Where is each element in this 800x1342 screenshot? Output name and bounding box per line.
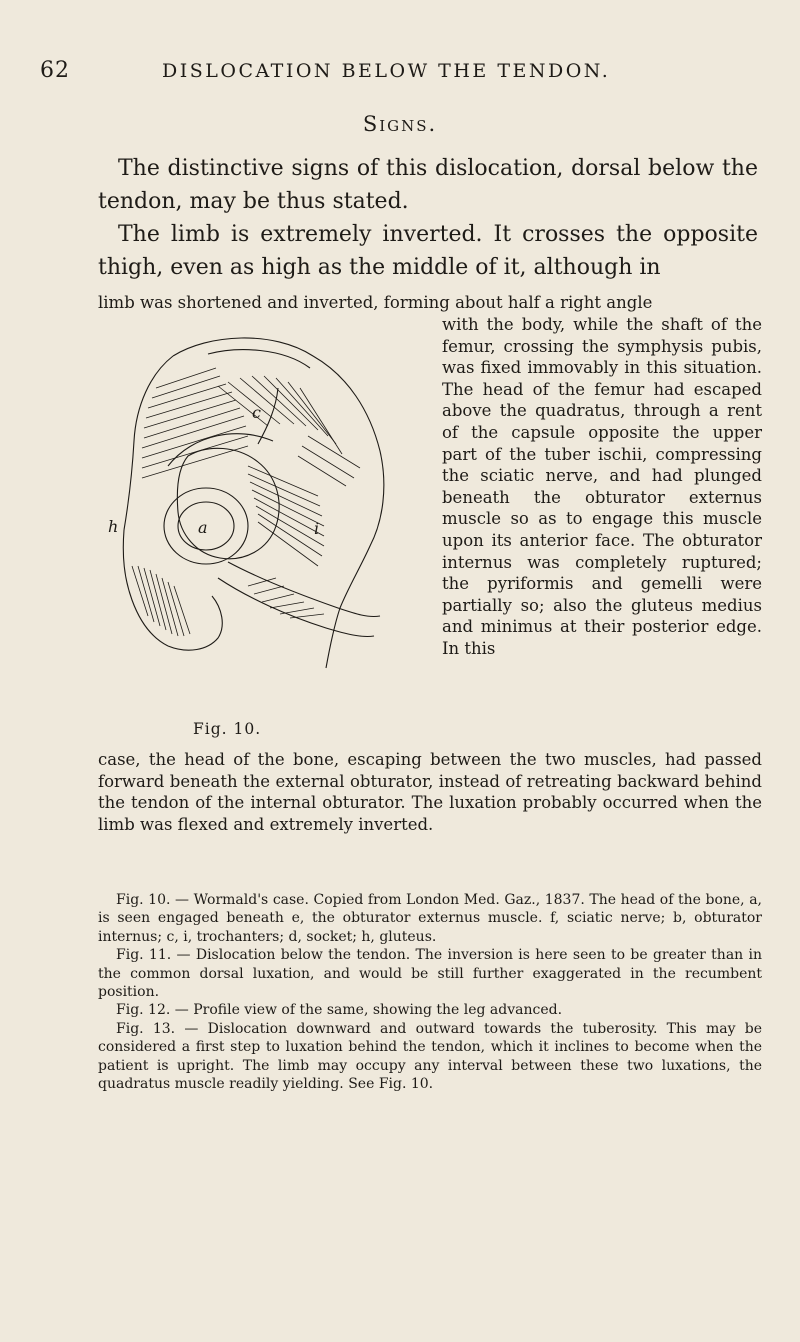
- paragraph-limb-inverted: The limb is extremely inverted. It crosses the opposite thigh, even as high as the middle of it, although in: [98, 222, 758, 280]
- figure-label-c: c: [252, 403, 261, 422]
- figure-label-a: a: [198, 518, 208, 537]
- page-number: 62: [40, 58, 70, 83]
- section-heading: Signs.: [362, 112, 438, 136]
- figure-10-illustration: [98, 316, 428, 746]
- case-text-bottom: case, the head of the bone, escaping between the two muscles, had passed forward beneath the external obturator, instead of retreating backward behind the tendon of the internal obturator. The luxation probably occurred when the limb was flexed and extremely inverted.: [98, 750, 762, 834]
- paragraph-intro: The distinctive signs of this dislocation, dorsal below the tendon, may be thus stated.: [98, 156, 758, 214]
- figure-label-i: i: [314, 519, 320, 538]
- note-fig-13: Fig. 13. — Dislocation downward and outward towards the tuberosity. This may be considered a first step to luxation behind the tendon, which it inclines to become when the patient is upright. The limb may occupy any interval between these two luxations, the quadratus muscle readily yielding. See Fig. 10.: [98, 1020, 762, 1093]
- note-fig-12: Fig. 12. — Profile view of the same, showing the leg advanced.: [116, 1002, 563, 1019]
- page-header: [40, 58, 775, 88]
- note-fig-11: Fig. 11. — Dislocation below the tendon. The inversion is here seen to be greater than in the common dorsal luxation, and would be still further exaggerated in the recumbent position.: [98, 947, 762, 1001]
- figure-caption: Fig. 10.: [193, 720, 262, 738]
- note-fig-10: Fig. 10. — Wormald's case. Copied from London Med. Gaz., 1837. The head of the bone, a, is seen engaged beneath e, the obturator externus muscle. f, sciatic nerve; b, obturator internus; c, i, trochanters; d, socket; h, gluteus.: [98, 892, 762, 945]
- case-text-side: with the body, while the shaft of the femur, crossing the symphysis pubis, was fixed immovably in this situation. The head of the femur had escaped above the quadratus, through a rent of the capsule opposite the upper part of the tuber ischii, compressing the sciatic nerve, and had plunged beneath the obturator externus muscle so as to engage this muscle upon its anterior face. The obturator internus was completely ruptured; the pyriformis and gemelli were partially so; also the gluteus medius and minimus at their posterior edge. In this: [442, 315, 762, 658]
- hip-dissection-drawing: [98, 316, 428, 746]
- case-text-top: limb was shortened and inverted, forming about half a right angle: [98, 293, 653, 312]
- figure-label-h: h: [108, 517, 119, 536]
- running-title: DISLOCATION BELOW THE TENDON.: [162, 60, 611, 82]
- figure-notes: [98, 891, 762, 1093]
